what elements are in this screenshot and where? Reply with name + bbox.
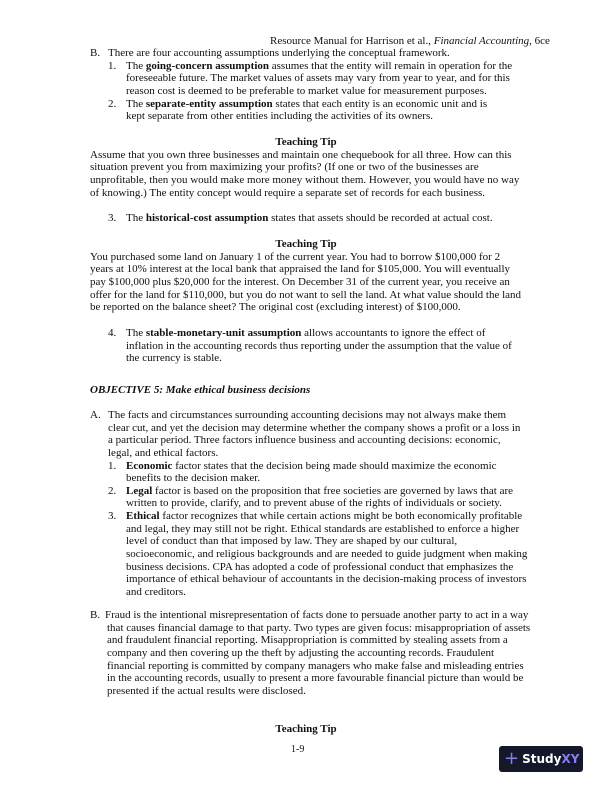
- fraud-section: [0, 609, 612, 697]
- term: historical-cost assumption: [145, 212, 269, 224]
- text-line: clear cut, and yet the decision may determine whether the company shows a profit or a loss in: [108, 421, 521, 434]
- text-line: the currency is stable.: [126, 352, 222, 365]
- page-number: 1-9: [291, 744, 305, 755]
- list-number: 1.: [108, 459, 117, 472]
- text: assumes that the entity will remain in operation for the: [269, 59, 513, 72]
- teaching-tip-heading: Teaching Tip: [275, 723, 337, 735]
- text: allows accountants to ignore the effect of: [301, 327, 486, 339]
- list-item: [0, 60, 612, 73]
- text: states that assets should be recorded at actual cost.: [268, 212, 493, 224]
- text-line: foreseeable future. The market values of assets may vary from year to year, and for this: [126, 72, 510, 85]
- text: The: [126, 97, 146, 110]
- ethics-section: [0, 409, 612, 599]
- text-line: company and then covering up the theft by adjusting the accounting records. Fraudulent: [107, 646, 495, 659]
- text-line: of knowing.) The entity concept would require a separate set of records for each business.: [90, 186, 486, 199]
- term: Economic: [126, 459, 173, 472]
- list-item: [0, 510, 612, 523]
- text-line: and fraudulent financial reporting. Misappropriation is committed by stealing assets from a: [107, 634, 508, 647]
- teaching-tip-heading: Teaching Tip: [275, 136, 337, 148]
- header-text: Resource Manual for Harrison et al.,: [270, 35, 434, 47]
- list-number: 3.: [108, 212, 117, 224]
- term: stable-monetary-unit assumption: [145, 327, 302, 339]
- text-line: that causes financial damage to that party. Two types are given focus: misappropriation of assets: [107, 621, 531, 634]
- plus-icon: +: [504, 748, 520, 769]
- text: The: [126, 212, 146, 224]
- text-line: financial reporting is committed by company managers who make false and misleading entries: [107, 659, 524, 672]
- text: Fraud is the intentional misrepresentation of facts done to persuade another party to act in a way: [105, 609, 529, 621]
- term: Ethical: [126, 510, 160, 523]
- list-item: [0, 212, 612, 225]
- text: The: [126, 327, 146, 339]
- list-label: A.: [90, 409, 101, 421]
- list-item: [0, 485, 612, 498]
- text: The: [126, 59, 146, 72]
- text-line: offer for the land for $110,000, but you do not want to sell the land. At what value should the land: [90, 288, 522, 301]
- list-number: 3.: [108, 510, 117, 523]
- text-line: written to provide, clarify, and to prevent abuse of the rights of individuals or society.: [126, 497, 502, 510]
- assumptions-section: [0, 47, 612, 123]
- objective-heading: OBJECTIVE 5: Make ethical business decisions: [90, 384, 311, 396]
- text-line: and legal, they may still not be right. Ethical standards are established to enforce a higher: [126, 522, 520, 535]
- text-line: benefits to the decision maker.: [126, 472, 261, 485]
- text-line: inflation in the accounting records thus reporting under the assumption that the value of: [126, 339, 512, 352]
- term: separate-entity assumption: [145, 97, 273, 110]
- section-intro: There are four accounting assumptions underlying the conceptual framework.: [108, 47, 450, 59]
- header-edition: , 6ce: [529, 35, 550, 47]
- text-line: socioeconomic, and religious backgrounds and are needed to guide judgment when making: [126, 548, 528, 561]
- list-label: B.: [90, 47, 101, 59]
- list-number: 4.: [108, 327, 117, 339]
- text: factor states that the decision being made should maximize the economic: [172, 459, 497, 472]
- list-number: 2.: [108, 97, 117, 110]
- term: going-concern assumption: [145, 59, 270, 72]
- list-item: [0, 98, 612, 111]
- text-line: unprofitable, then you would make more money without them. However, you would have no way: [90, 173, 520, 186]
- text-line: kept separate from other entities including the activities of its owners.: [126, 110, 433, 123]
- text: factor is based on the proposition that free societies are governed by laws that are: [152, 484, 514, 497]
- text-line: in the accounting records, usually to present a more favourable financial picture than would be: [107, 672, 524, 685]
- teaching-tip-2: [0, 238, 612, 314]
- text: states that each entity is an economic unit and is: [272, 97, 488, 110]
- running-header: [270, 35, 550, 48]
- list-label: B.: [90, 609, 101, 621]
- text-line: and creditors.: [126, 585, 186, 598]
- text-line: pay $100,000 plus $20,000 for the interest. On December 31 of the current year, you receive an: [90, 275, 510, 288]
- list-number: 2.: [108, 484, 117, 497]
- logo-text: Study: [522, 752, 562, 766]
- teaching-tip-1: [0, 136, 612, 199]
- teaching-tip-heading: Teaching Tip: [275, 238, 337, 250]
- term: Legal: [126, 484, 153, 497]
- text-line: You purchased some land on January 1 of the current year. You had to borrow $100,000 for 2: [90, 250, 501, 263]
- text: The facts and circumstances surrounding accounting decisions may not always make them: [108, 409, 507, 421]
- logo-text-accent: XY: [561, 752, 580, 766]
- text-line: a particular period. Three factors influence business and accounting decisions: economic,: [108, 434, 501, 447]
- text-line: level of conduct than that imposed by law. They are shaped by our cultural,: [126, 535, 458, 548]
- list-number: 1.: [108, 59, 117, 72]
- text: factor recognizes that while certain actions might be both economically profitable: [159, 510, 523, 523]
- text-line: Assume that you own three businesses and maintain one chequebook for all three. How can this: [90, 148, 512, 161]
- text-line: presented if the actual results were disclosed.: [107, 684, 306, 697]
- text-line: importance of ethical behaviour of accountants in the decision-making process of investors: [126, 573, 527, 586]
- text-line: be reported on the balance sheet? The original cost (excluding interest) of $100,000.: [90, 301, 461, 314]
- text-line: business decisions. CPA has adopted a code of professional conduct that emphasizes the: [126, 560, 514, 573]
- header-book-title: Financial Accounting: [433, 35, 530, 47]
- text-line: years at 10% interest at the local bank that appraised the land for $105,000. You will eventually: [90, 263, 511, 276]
- text-line: legal, and ethical factors.: [108, 446, 219, 459]
- list-item: [0, 460, 612, 473]
- text-line: reason cost is deemed to be preferable to market value for measurement purposes.: [126, 84, 487, 97]
- studyxy-logo[interactable]: [499, 746, 583, 772]
- text-line: situation prevent you from maximizing your profits? (If one or two of the businesses are: [90, 161, 479, 174]
- list-item: [0, 327, 612, 365]
